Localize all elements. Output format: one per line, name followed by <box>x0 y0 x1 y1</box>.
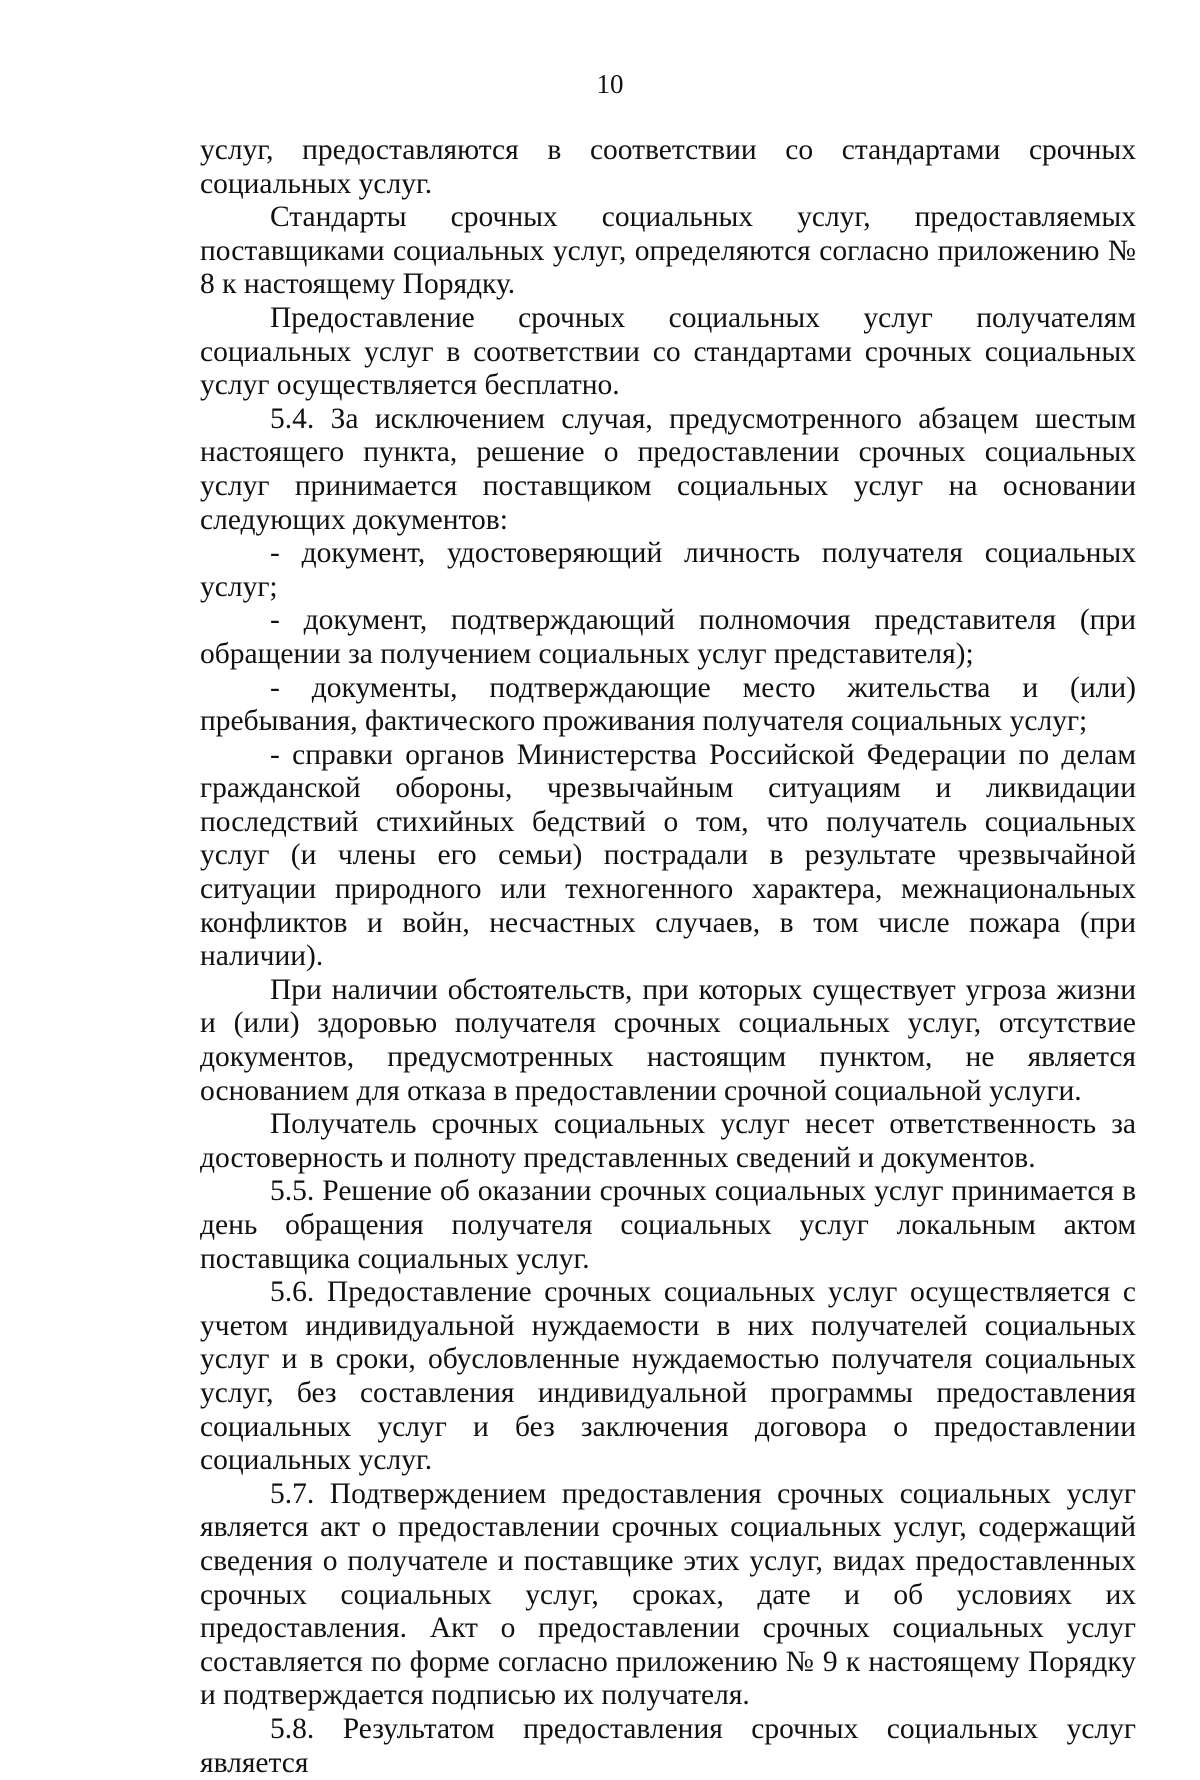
document-body <box>200 134 1136 1780</box>
paragraph-responsibility: Получатель срочных социальных услуг несет ответственность за достоверность и полноту представленных сведений и документов. <box>200 1108 1136 1174</box>
list-item-residence-documents: - документы, подтверждающие место жительства и (или) пребывания, фактического проживания получателя социальных услуг; <box>200 671 1136 738</box>
paragraph-standards: Стандарты срочных социальных услуг, предоставляемых поставщиками социальных услуг, определяются согласно приложению № 8 к настоящему Порядку. <box>200 201 1136 301</box>
paragraph-5-8: 5.8. Результатом предоставления срочных социальных услуг является <box>200 1712 1136 1779</box>
paragraph-5-7: 5.7. Подтверждением предоставления срочных социальных услуг является акт о предоставлении срочных социальных услуг, содержащий сведения о получателе и поставщике этих услуг, видах предоставленных срочных социальных услуг, сроках, дате и об условиях их предоставления. Акт о предоставлении срочных социальных услуг составляется по форме согласно приложению № 9 к настоящему Порядку и подтверждается подписью их получателя. <box>200 1477 1136 1712</box>
page-number: 10 <box>596 69 624 99</box>
list-item-identity-document: - документ, удостоверяющий личность получателя социальных услуг; <box>200 537 1136 603</box>
paragraph-free-of-charge: Предоставление срочных социальных услуг получателям социальных услуг в соответствии со стандартами срочных социальных услуг осуществляется бесплатно. <box>200 301 1136 402</box>
paragraph-continuation: услуг, предоставляются в соответствии со стандартами срочных социальных услуг. <box>200 134 1136 200</box>
list-item-emergency-certificates: - справки органов Министерства Российской Федерации по делам гражданской обороны, чрезвычайным ситуациям и ликвидации последствий стихийных бедствий о том, что получатель социальных услуг (и члены его семьи) пострадали в результате чрезвычайной ситуации природного или техногенного характера, межнациональных конфликтов и войн, несчастных случаев, в том числе пожара (при наличии). <box>200 738 1136 973</box>
paragraph-5-6: 5.6. Предоставление срочных социальных услуг осуществляется с учетом индивидуальной нуждаемости в них получателей социальных услуг и в сроки, обусловленные нуждаемостью получателя социальных услуг, без составления индивидуальной программы предоставления социальных услуг и без заключения договора о предоставлении социальных услуг. <box>200 1276 1136 1477</box>
paragraph-5-4: 5.4. За исключением случая, предусмотренного абзацем шестым настоящего пункта, решение о предоставлении срочных социальных услуг принимается поставщиком социальных услуг на основании следующих документов: <box>200 402 1136 536</box>
list-item-representative-document: - документ, подтверждающий полномочия представителя (при обращении за получением социальных услуг представителя); <box>200 604 1136 670</box>
paragraph-threat-to-life: При наличии обстоятельств, при которых существует угроза жизни и (или) здоровью получателя срочных социальных услуг, отсутствие документов, предусмотренных настоящим пунктом, не является основанием для отказа в предоставлении срочной социальной услуги. <box>200 973 1136 1107</box>
paragraph-5-5: 5.5. Решение об оказании срочных социальных услуг принимается в день обращения получателя социальных услуг локальным актом поставщика социальных услуг. <box>200 1175 1136 1275</box>
